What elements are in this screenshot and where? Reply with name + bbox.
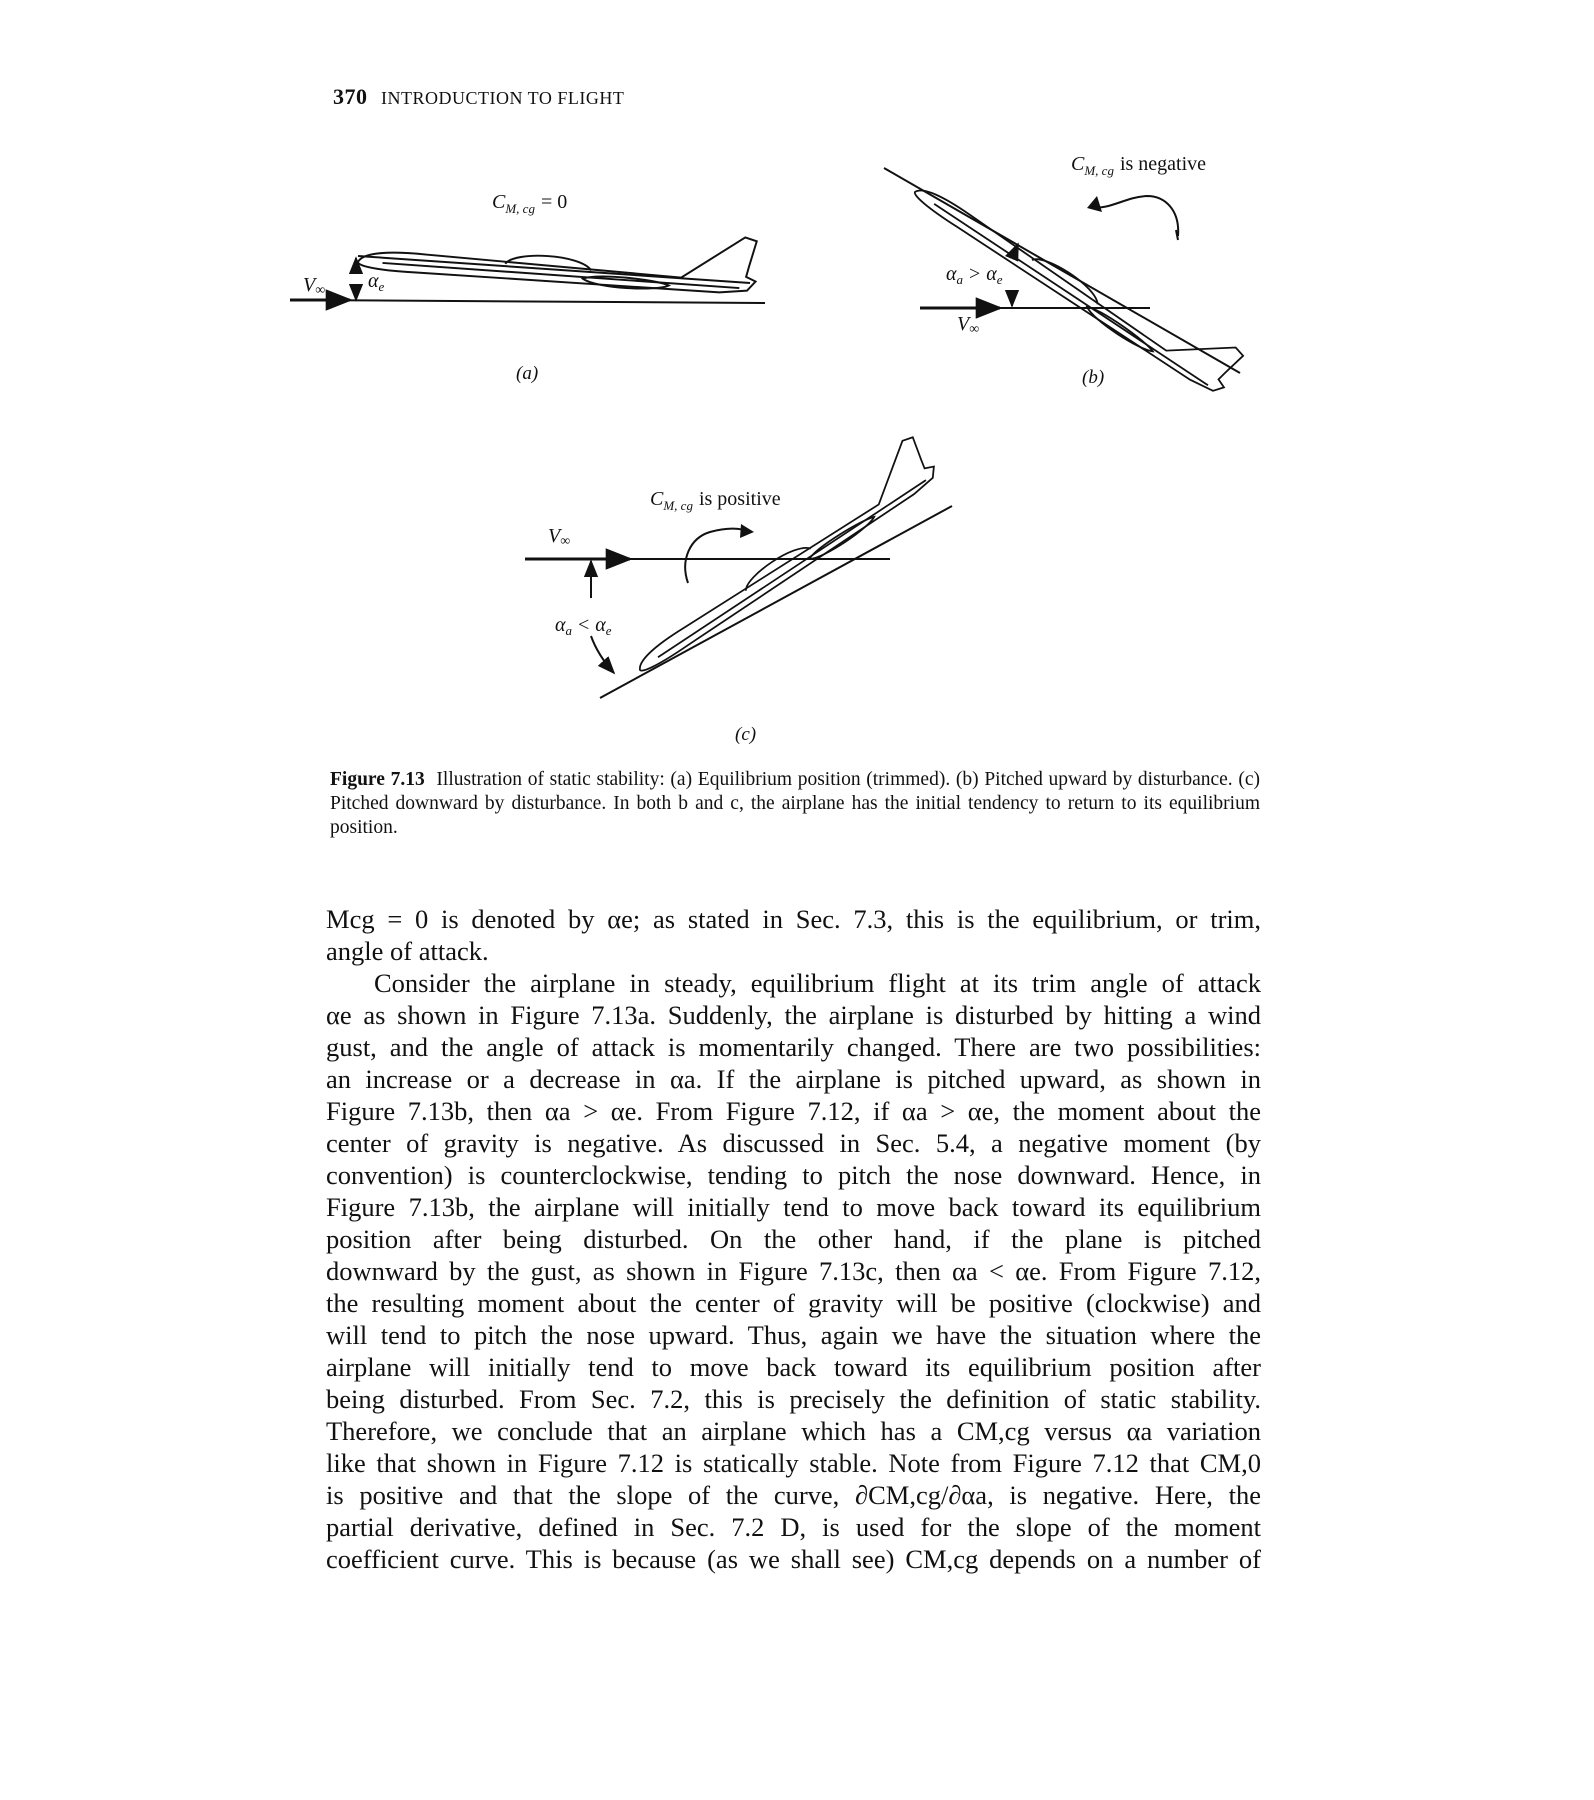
text-line: is positive and that the slope of the curve, ∂CM,cg/∂αa, is negative. Here, the (326, 1480, 1261, 1510)
text-line: being disturbed. From Sec. 7.2, this is precisely the definition of static stability. (326, 1384, 1261, 1414)
text-line: Therefore, we conclude that an airplane which has a CM,cg versus αa variation (326, 1416, 1261, 1446)
velocity-label-a: V∞ (303, 274, 326, 298)
text-line: the resulting moment about the center of gravity will be positive (clockwise) and (326, 1288, 1261, 1318)
running-title: INTRODUCTION TO FLIGHT (381, 88, 625, 108)
airplane-c-drawing (613, 434, 942, 674)
velocity-label-c: V∞ (548, 525, 571, 549)
chord-line-c (600, 506, 952, 698)
angle-arrow-down-c (591, 636, 614, 673)
angle-label-c: $\alpha_a < \alpha_e$ (555, 614, 612, 638)
moment-label-b: $C_{M, cg}$ is negative (1071, 153, 1207, 178)
text-line: an increase or a decrease in αa. If the airplane is pitched upward, as shown in (326, 1064, 1261, 1094)
figure-label: Figure 7.13 (330, 769, 425, 790)
moment-label-a: $C_{M, cg} = 0$ (492, 191, 568, 216)
angle-label-b: $\alpha_a > \alpha_e$ (946, 263, 1003, 287)
text-line: will tend to pitch the nose upward. Thus, again we have the situation where the (326, 1320, 1261, 1350)
text-line: convention) is counterclockwise, tending to pitch the nose downward. Hence, in (326, 1160, 1261, 1190)
figure-caption (330, 768, 1260, 840)
text-line: Mcg = 0 is denoted by αe; as stated in Sec. 7.3, this is the equilibrium, or trim, (326, 904, 1261, 934)
panel-a (290, 191, 765, 384)
text-line: like that shown in Figure 7.12 is statically stable. Note from Figure 7.12 that CM,0 (326, 1448, 1261, 1478)
text-line: Figure 7.13b, then αa > αe. From Figure 7.12, if αa > αe, the moment about the (326, 1096, 1261, 1126)
figure-7-13 (0, 0, 1594, 760)
panel-b (884, 150, 1246, 401)
moment-arrow-b (1092, 196, 1178, 236)
text-line: partial derivative, defined in Sec. 7.2 D, is used for the slope of the moment (326, 1512, 1261, 1542)
paragraph-2 (326, 967, 1261, 1575)
text-line: Figure 7.13b, the airplane will initially tend to move back toward its equilibrium (326, 1192, 1261, 1222)
text-line: position after being disturbed. On the other hand, if the plane is pitched (326, 1224, 1261, 1254)
caption-text: Illustration of static stability: (a) Equilibrium position (trimmed). (b) Pitched upward by disturbance. (c) Pitched downward by disturbance. In both b and c, the airplane has the initial tendency to return to its equilibrium position. (330, 769, 1261, 838)
text-line: gust, and the angle of attack is momentarily changed. There are two possibilities: (326, 1032, 1261, 1062)
text-line: coefficient curve. This is because (as we shall see) CM,cg depends on a number of (326, 1544, 1261, 1574)
text-line: angle of attack. (326, 936, 489, 966)
moment-arrowhead-b (1087, 196, 1102, 212)
text-line: Consider the airplane in steady, equilibrium flight at its trim angle of attack (374, 968, 1261, 998)
body-text (326, 903, 1261, 1575)
text-line: airplane will initially tend to move back toward its equilibrium position after (326, 1352, 1261, 1382)
panel-label-a: (a) (516, 363, 539, 384)
angle-label-a: $\alpha_e$ (368, 270, 385, 294)
panel-label-c: (c) (735, 724, 757, 745)
panel-label-b: (b) (1082, 367, 1105, 388)
paragraph-1 (326, 903, 1261, 967)
freestream-line-a (295, 300, 765, 303)
text-line: αe as shown in Figure 7.13a. Suddenly, the airplane is disturbed by hitting a wind (326, 1000, 1261, 1030)
panel-c (525, 434, 952, 745)
page-number: 370 (333, 84, 368, 109)
text-line: center of gravity is negative. As discussed in Sec. 5.4, a negative moment (by (326, 1128, 1261, 1158)
text-line: downward by the gust, as shown in Figure 7.13c, then αa < αe. From Figure 7.12, (326, 1256, 1261, 1286)
chord-line-b (884, 168, 1240, 373)
airplane-a-drawing (358, 207, 759, 299)
velocity-label-b: V∞ (957, 313, 980, 337)
chord-line-a (358, 256, 750, 283)
moment-label-c: $C_{M, cg}$ is positive (650, 488, 781, 513)
moment-arrowhead-c (740, 524, 754, 538)
